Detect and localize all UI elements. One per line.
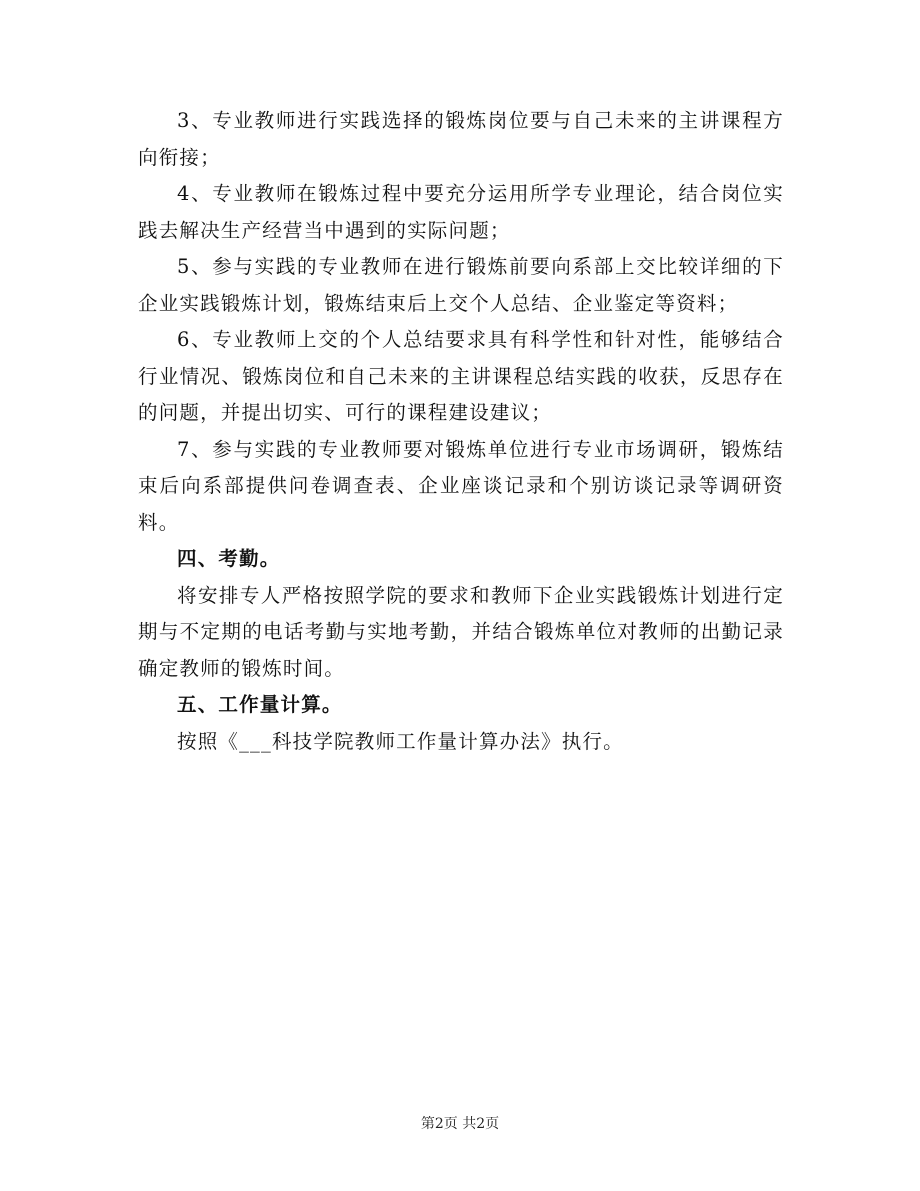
document-body	[138, 103, 784, 760]
requirement-item-6: 6、专业教师上交的个人总结要求具有科学性和针对性，能够结合行业情况、锻炼岗位和自己未来的主讲课程总结实践的收获，反思存在的问题，并提出切实、可行的课程建设建议；	[138, 328, 784, 424]
page-number-footer: 第2页 共2页	[420, 1116, 500, 1132]
section-heading-attendance: 四、考勤。	[177, 547, 281, 570]
requirement-item-4: 4、专业教师在锻炼过程中要充分运用所学专业理论，结合岗位实践去解决生产经营当中遇到的实际问题；	[138, 182, 784, 242]
requirement-item-7: 7、参与实践的专业教师要对锻炼单位进行专业市场调研，锻炼结束后向系部提供问卷调查表、企业座谈记录和个别访谈记录等调研资料。	[138, 437, 784, 534]
requirement-item-5: 5、参与实践的专业教师在进行锻炼前要向系部上交比较详细的下企业实践锻炼计划，锻炼结束后上交个人总结、企业鉴定等资料；	[138, 255, 784, 315]
requirement-item-3: 3、专业教师进行实践选择的锻炼岗位要与自己未来的主讲课程方向衔接；	[138, 109, 784, 169]
section-body-attendance: 将安排专人严格按照学院的要求和教师下企业实践锻炼计划进行定期与不定期的电话考勤与实地考勤，并结合锻炼单位对教师的出勤记录确定教师的锻炼时间。	[138, 583, 784, 680]
section-heading-workload: 五、工作量计算。	[177, 693, 343, 716]
section-body-workload: 按照《___科技学院教师工作量计算办法》执行。	[177, 729, 624, 753]
